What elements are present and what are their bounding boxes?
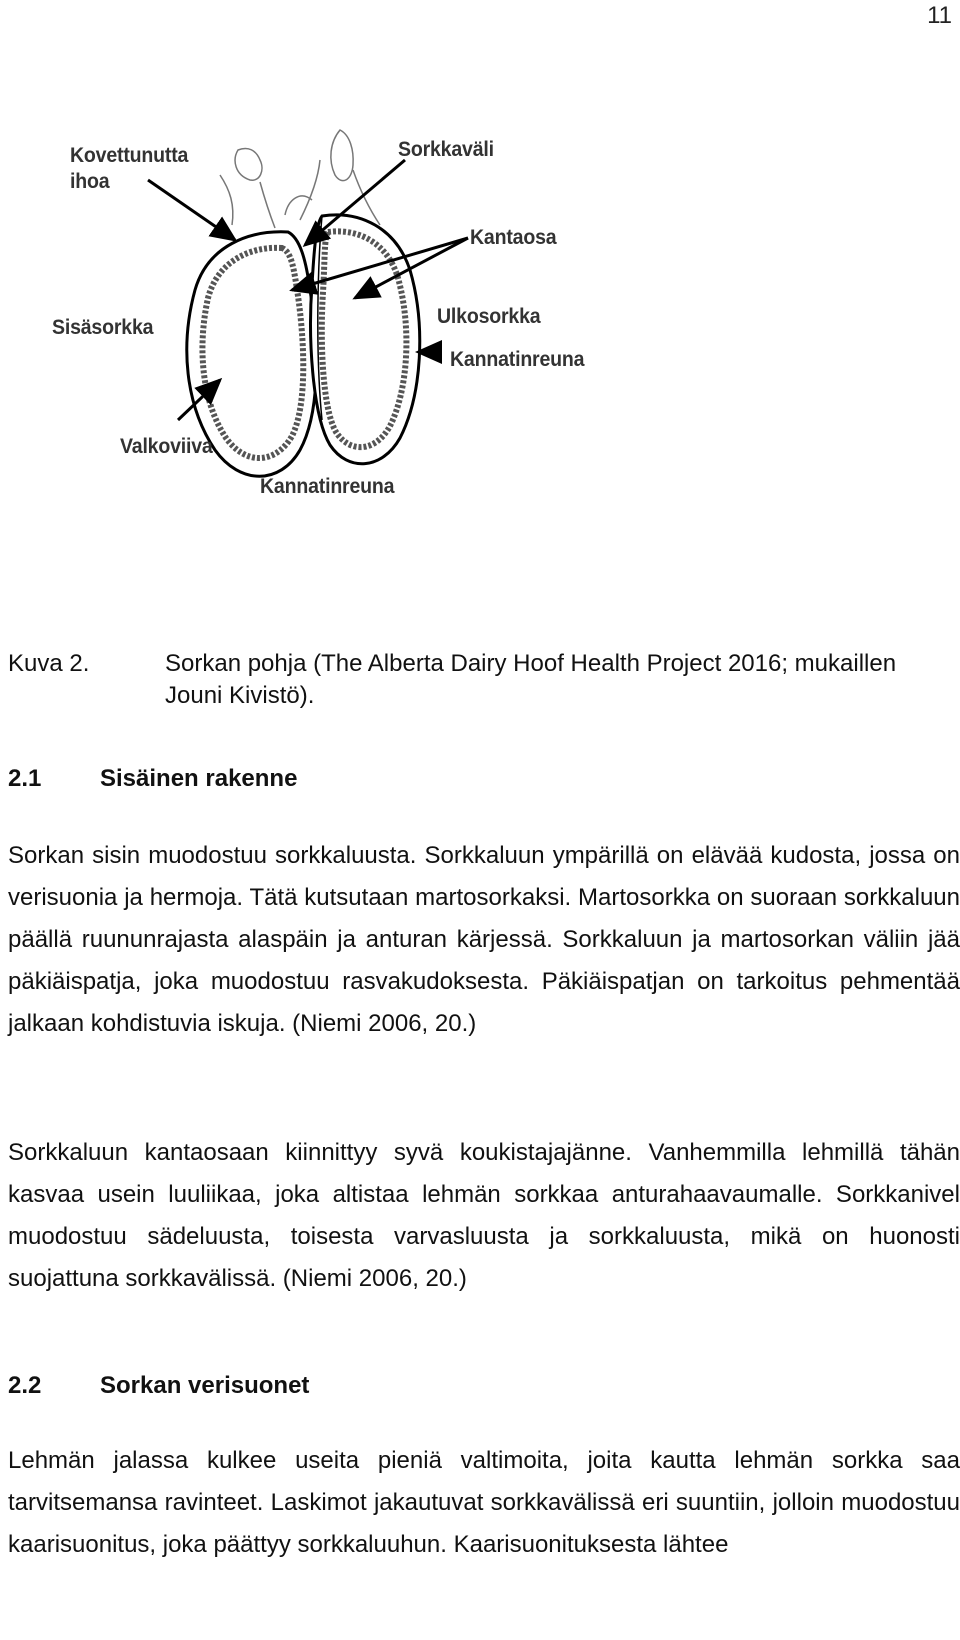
label-sisasorkka: Sisäsorkka — [52, 316, 154, 339]
section-title: Sorkan verisuonet — [100, 1372, 310, 1399]
label-sorkkavali: Sorkkaväli — [398, 138, 494, 161]
label-kovettunutta-line2: ihoa — [70, 170, 110, 193]
label-kantaosa: Kantaosa — [470, 226, 557, 249]
paragraph-2-2-a: Lehmän jalassa kulkee useita pieniä valtimoita, joita kautta lehmän sorkka saa tarvitsemansa ravinteet. Laskimot jakautuvat sorkkavälissä eri suuntiin, jolloin muodostuu kaarisuonitus, joka päättyy sorkkaluuhun. Kaarisuonituksesta lähtee — [8, 1447, 960, 1558]
section-number: 2.1 — [8, 765, 42, 792]
section-number: 2.2 — [8, 1372, 42, 1399]
caption-number: Kuva 2. — [8, 650, 90, 677]
section-heading-2-1 — [8, 765, 297, 793]
paragraph-2-1-a: Sorkan sisin muodostuu sorkkaluusta. Sorkkaluun ympärillä on elävää kudosta, jossa on verisuonia ja hermoja. Tätä kutsutaan martosorkaksi. Martosorkka on suoraan sorkkaluun päällä ruununrajasta alaspäin ja anturan kärjessä. Sorkkaluun ja martosorkan väliin jää päkiäispatja, joka muodostuu rasvakudoksesta. Päkiäispatjan on tarkoitus pehmentää jalkaan kohdistuvia iskuja. (Niemi 2006, 20.) — [8, 842, 960, 1037]
hoof-sole-figure — [52, 120, 660, 530]
outer-claw-shape — [311, 215, 420, 464]
label-valkoviiva: Valkoviiva — [120, 435, 213, 458]
label-kannatinreuna-right: Kannatinreuna — [450, 348, 585, 371]
page-number: 11 — [927, 2, 952, 29]
paragraph-2-1-b: Sorkkaluun kantaosaan kiinnittyy syvä koukistajajänne. Vanhemmilla lehmillä tähän kasvaa usein luuliikaa, joka altistaa lehmän sorkkaa anturahaavaumalle. Sorkkanivel muodostuu sädeluusta, toisesta varvasluusta ja sorkkaluusta, mikä on huonosti suojattuna sorkkavälissä. (Niemi 2006, 20.) — [8, 1139, 960, 1292]
label-kannatinreuna-bottom: Kannatinreuna — [260, 475, 395, 498]
section-heading-2-2 — [8, 1372, 309, 1400]
heel-sketch — [220, 130, 380, 228]
caption-text: Sorkan pohja (The Alberta Dairy Hoof Health Project 2016; mukaillen Jouni Kivistö). — [165, 650, 897, 709]
section-title: Sisäinen rakenne — [100, 765, 298, 792]
label-ulkosorkka: Ulkosorkka — [437, 305, 541, 328]
label-kovettunutta-line1: Kovettunutta — [70, 144, 189, 167]
